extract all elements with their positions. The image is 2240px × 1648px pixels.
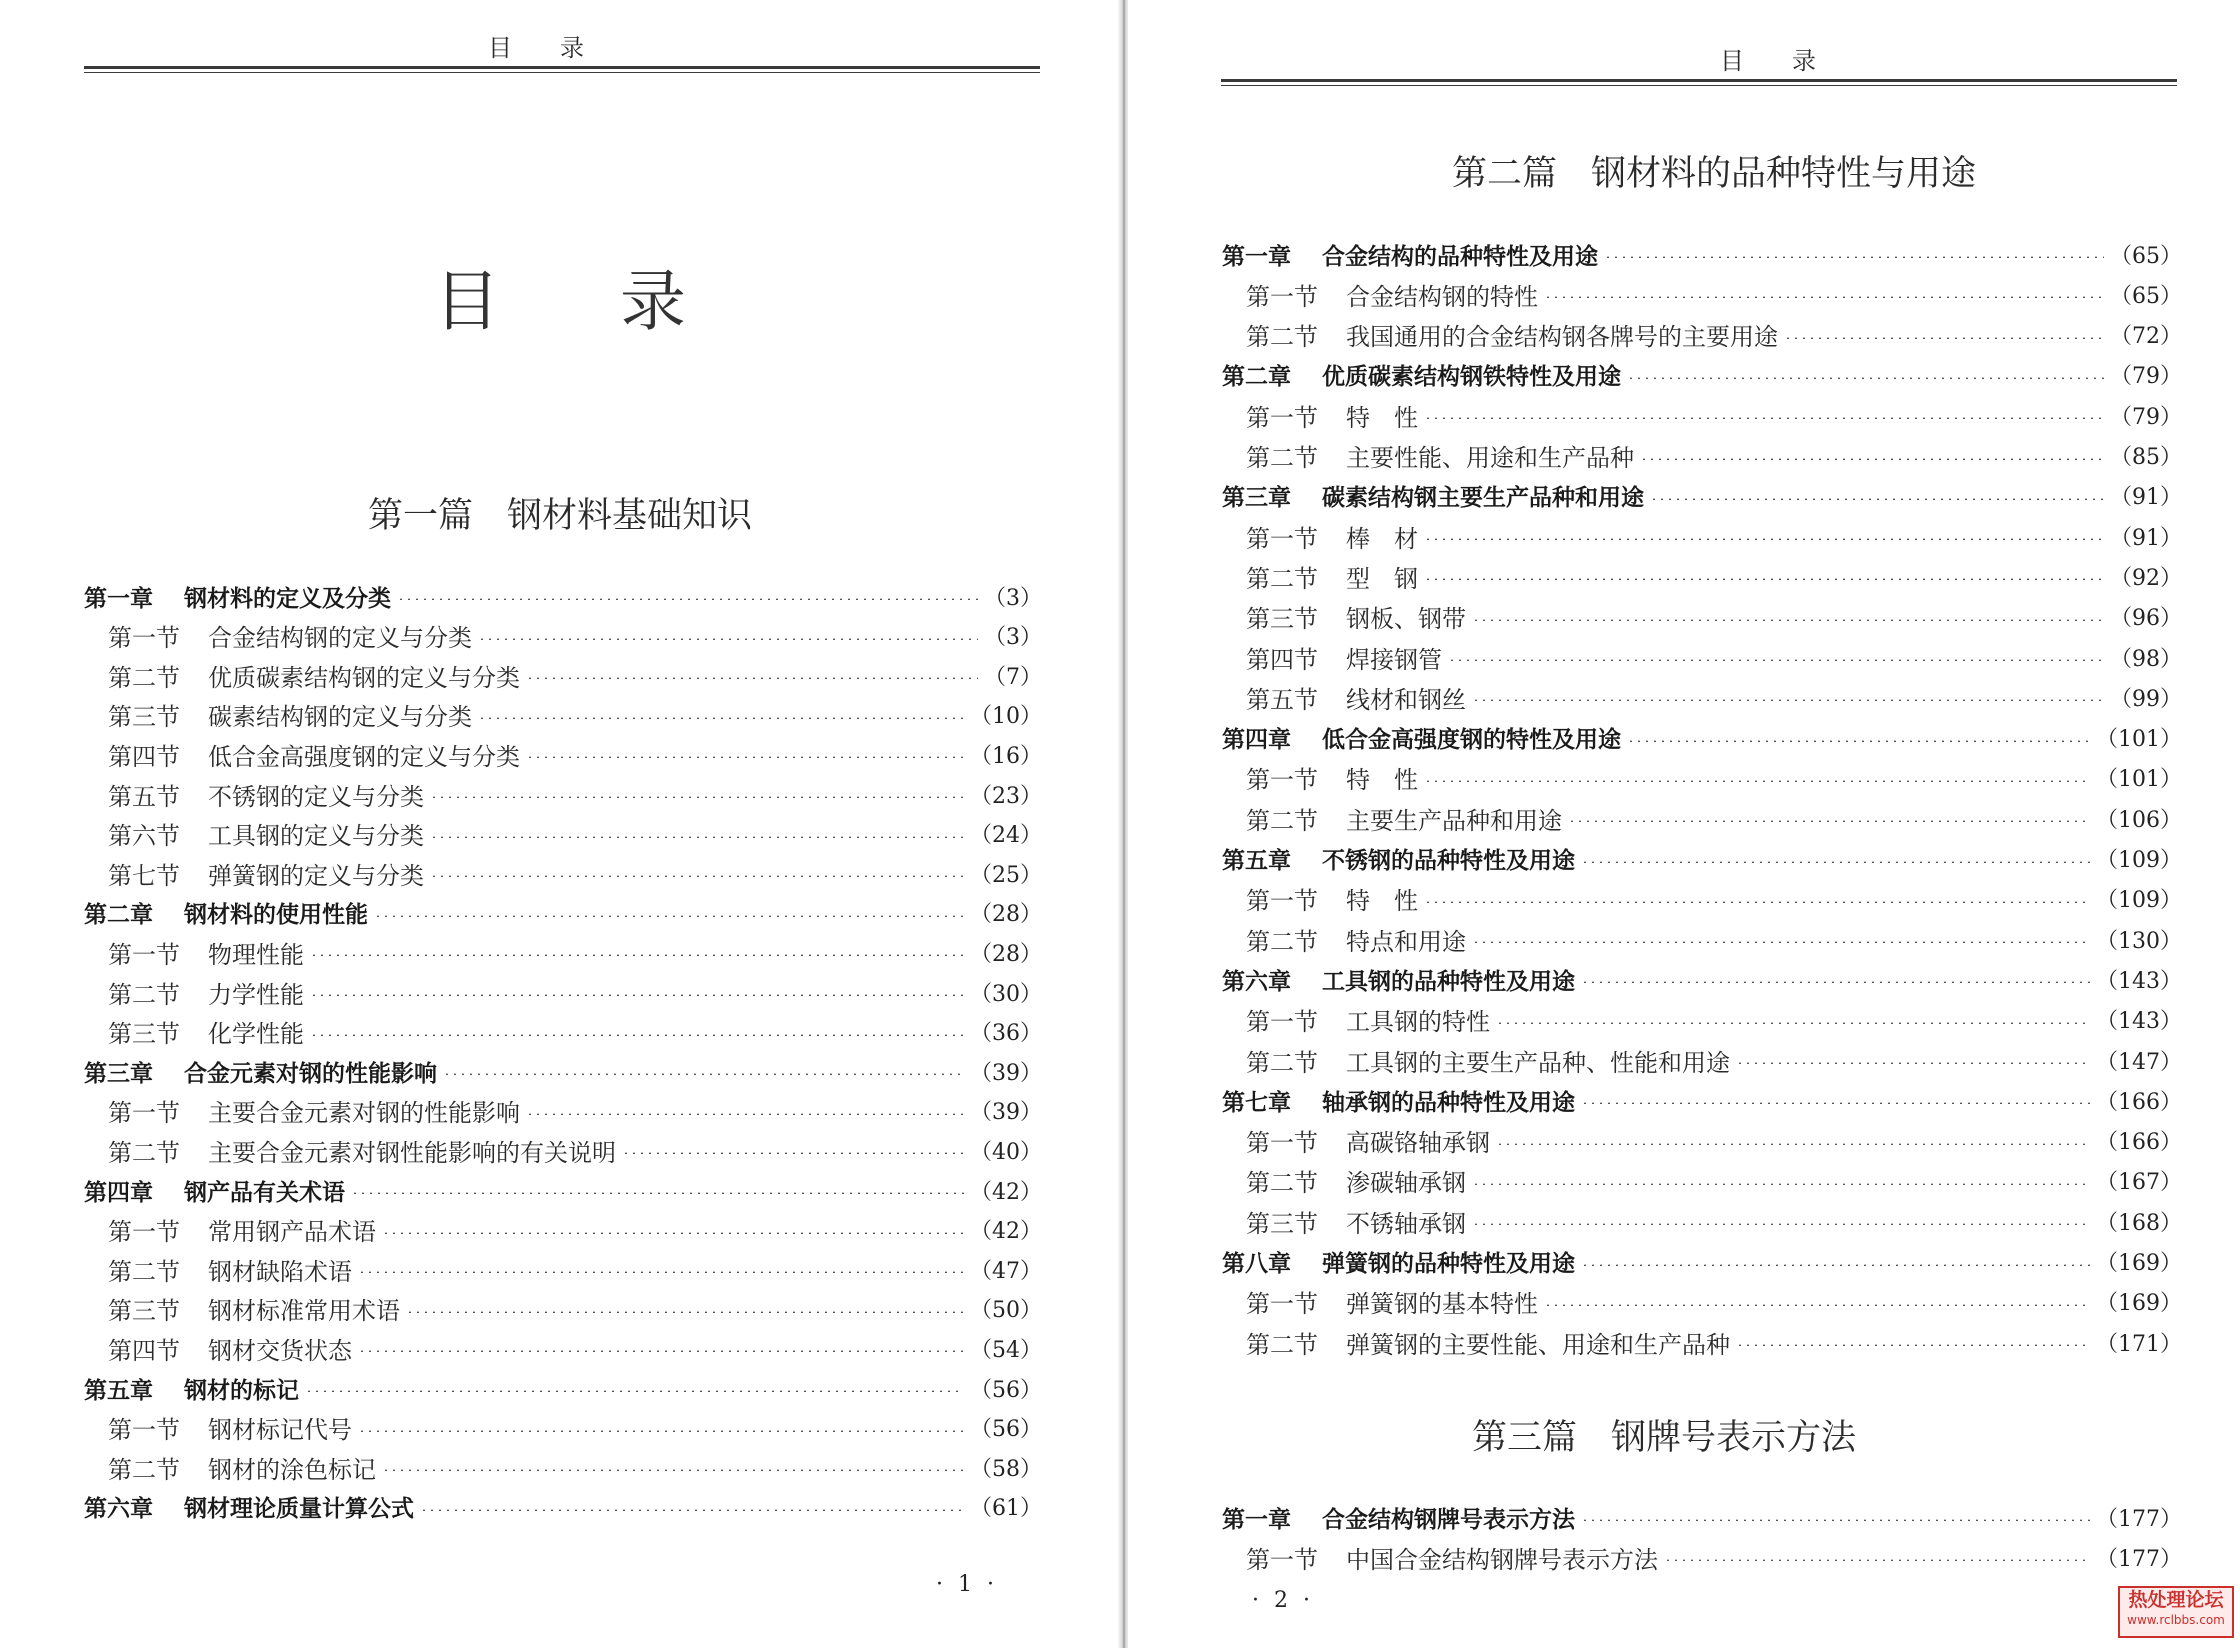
toc-section-row	[1222, 1040, 2182, 1080]
dot-leader	[1472, 699, 2104, 701]
dot-leader	[310, 1034, 964, 1036]
toc-chapter-row	[1222, 1242, 2182, 1282]
toc-chapter-row	[1222, 355, 2182, 395]
toc-entry-title: 不锈轴承钢	[1346, 1209, 1466, 1238]
toc-entry-title: 高碳铬轴承钢	[1346, 1129, 1490, 1158]
toc-entry-title: 钢材的标记	[184, 1377, 299, 1404]
toc-chapter-row	[84, 576, 1042, 616]
dot-leader	[1664, 1559, 2090, 1561]
toc-entry-title: 钢材标记代号	[208, 1416, 352, 1445]
toc-entry-title: 主要性能、用途和生产品种	[1346, 444, 1634, 472]
header-rule	[1221, 79, 2177, 82]
part2-heading	[1158, 146, 2240, 196]
dot-leader	[430, 796, 964, 798]
toc-entry-title: 不锈钢的定义与分类	[208, 782, 424, 811]
part2-number: 第二篇	[1451, 154, 1557, 194]
toc-section-row	[84, 695, 1042, 735]
toc-entry-number: 第一节	[108, 624, 180, 653]
toc-entry-title: 不锈钢的品种特性及用途	[1322, 848, 1575, 874]
toc-entry-page: （98）	[2110, 646, 2182, 672]
toc-entry-page: （42）	[970, 1179, 1042, 1205]
toc-entry-page: （56）	[970, 1417, 1042, 1443]
toc-entry-number: 第四章	[1222, 727, 1291, 754]
toc-entry-number: 第一章	[84, 585, 153, 612]
dot-leader	[1448, 659, 2104, 661]
toc-entry-page: （101）	[2096, 767, 2182, 793]
toc-section-row	[84, 1012, 1042, 1052]
toc-entry-number: 第三节	[108, 703, 180, 732]
toc-entry-number: 第二章	[1222, 364, 1291, 391]
toc-entry-number: 第二节	[1246, 806, 1318, 835]
toc-entry-title: 特 性	[1346, 403, 1418, 432]
dot-leader	[1472, 1183, 2090, 1185]
dot-leader	[430, 875, 964, 877]
toc-section-row	[1222, 879, 2182, 919]
toc-section-row	[84, 774, 1042, 814]
toc-section-row	[1222, 395, 2182, 435]
part-name: 钢材料基础知识	[507, 496, 753, 536]
toc-entry-number: 第二节	[108, 663, 180, 692]
toc-entry-page: （166）	[2096, 1130, 2182, 1156]
dot-leader	[358, 1271, 964, 1273]
dot-leader	[526, 677, 978, 679]
watermark-text: 热处理论坛	[2128, 1589, 2224, 1611]
toc-entry-page: （40）	[970, 1139, 1042, 1165]
dot-leader	[443, 1073, 964, 1075]
dot-leader	[1581, 981, 2090, 983]
toc-entry-page: （65）	[2110, 243, 2182, 269]
toc-entry-page: （99）	[2110, 686, 2182, 712]
dot-leader	[1581, 1264, 2090, 1266]
dot-leader	[1581, 861, 2090, 863]
dot-leader	[397, 598, 978, 600]
toc-entry-page: （169）	[2096, 1291, 2182, 1317]
dot-leader	[1544, 296, 2104, 298]
toc-entry-page: （39）	[970, 1060, 1042, 1086]
toc-section-row	[1222, 919, 2182, 959]
toc-entry-page: （91）	[2110, 525, 2182, 551]
toc-section-row	[84, 616, 1042, 656]
toc-entry-number: 第二章	[84, 902, 153, 929]
toc-entry-page: （85）	[2110, 445, 2182, 470]
toc-entry-page: （50）	[970, 1298, 1042, 1324]
dot-leader	[1424, 780, 2090, 782]
toc-chapter-row	[84, 1051, 1042, 1091]
dot-leader	[526, 756, 964, 758]
toc-entry-title: 合金结构的品种特性及用途	[1322, 243, 1598, 270]
toc-entry-number: 第二节	[1246, 1169, 1318, 1198]
dot-leader	[1496, 1022, 2090, 1024]
toc-entry-page: （101）	[2096, 727, 2182, 753]
toc-entry-title: 钢产品有关术语	[184, 1179, 345, 1206]
toc-entry-title: 优质碳素结构钢的定义与分类	[208, 663, 520, 692]
toc-entry-page: （24）	[970, 823, 1042, 849]
part3-name: 钢牌号表示方法	[1611, 1418, 1857, 1458]
toc-entry-number: 第八章	[1222, 1251, 1291, 1277]
dot-leader	[305, 1390, 964, 1392]
dot-leader	[1784, 337, 2104, 339]
toc-entry-number: 第四章	[84, 1179, 153, 1206]
toc-section-row	[1222, 1282, 2182, 1322]
toc-section-row	[1222, 315, 2182, 355]
dot-leader	[310, 994, 964, 996]
toc-entry-page: （3）	[984, 625, 1042, 651]
toc-entry-number: 第四节	[108, 742, 180, 771]
dot-leader	[351, 1192, 964, 1194]
toc-entry-title: 弹簧钢的基本特性	[1346, 1290, 1538, 1319]
dot-leader	[1496, 1143, 2090, 1145]
toc-entry-page: （7）	[984, 664, 1042, 690]
toc-entry-number: 第三节	[108, 1297, 180, 1326]
toc-entry-page: （23）	[970, 783, 1042, 809]
dot-leader	[1581, 1519, 2090, 1521]
toc-entry-number: 第三章	[84, 1060, 153, 1087]
toc-chapter-row	[1222, 476, 2182, 516]
toc-entry-number: 第五章	[84, 1377, 153, 1404]
toc-section-row	[1222, 1161, 2182, 1201]
toc-entry-number: 第一节	[1246, 1129, 1318, 1158]
toc-entry-title: 碳素结构钢主要生产品种和用途	[1322, 485, 1644, 512]
dot-leader	[1472, 1223, 2090, 1225]
toc-entry-title: 低合金高强度钢的定义与分类	[208, 742, 520, 771]
toc-entry-page: （109）	[2096, 888, 2182, 914]
toc-entry-number: 第四节	[1246, 645, 1318, 674]
toc-entry-number: 第一节	[108, 1416, 180, 1445]
toc-section-row	[84, 1408, 1042, 1448]
toc-section-row	[84, 734, 1042, 774]
toc-entry-number: 第一节	[1246, 1008, 1318, 1037]
part2-name: 钢材料的品种特性与用途	[1591, 154, 1977, 194]
toc-entry-title: 工具钢的特性	[1346, 1008, 1490, 1037]
toc-entry-number: 第二节	[1246, 444, 1318, 472]
toc-entry-page: （16）	[970, 743, 1042, 769]
toc-entry-page: （130）	[2096, 928, 2182, 954]
toc-entry-number: 第七节	[108, 861, 180, 890]
toc-section-row	[1222, 637, 2182, 677]
toc-entry-page: （25）	[970, 862, 1042, 888]
toc-entry-title: 主要合金元素对钢的性能影响	[208, 1099, 520, 1128]
running-header: 目录	[1720, 47, 1864, 75]
toc-entry-number: 第三节	[108, 1020, 180, 1049]
dot-leader	[1424, 901, 2090, 903]
toc-entry-page: （91）	[2110, 485, 2182, 511]
toc-entry-page: （54）	[970, 1337, 1042, 1363]
dot-leader	[382, 1232, 964, 1234]
toc-entry-title: 特 性	[1346, 766, 1418, 795]
header-rule-thin	[84, 72, 1040, 73]
toc-entry-number: 第一节	[1246, 282, 1318, 311]
toc-entry-number: 第二节	[108, 1455, 180, 1484]
dot-leader	[358, 1430, 964, 1432]
toc-section-row	[1222, 1121, 2182, 1161]
toc-entry-title: 钢材标准常用术语	[208, 1297, 400, 1326]
toc-entry-title: 钢材料的使用性能	[184, 902, 368, 929]
toc-entry-title: 合金元素对钢的性能影响	[184, 1060, 437, 1087]
toc-entry-title: 特点和用途	[1346, 927, 1466, 956]
toc-section-row	[84, 972, 1042, 1012]
watermark-stamp	[2118, 1586, 2234, 1638]
toc-entry-title: 低合金高强度钢的特性及用途	[1322, 727, 1621, 754]
toc-entry-title: 钢材交货状态	[208, 1336, 352, 1365]
toc-entry-title: 渗碳轴承钢	[1346, 1169, 1466, 1198]
toc-entry-title: 弹簧钢的主要性能、用途和生产品种	[1346, 1330, 1730, 1359]
toc-entry-page: （92）	[2110, 565, 2182, 591]
toc-entry-number: 第二节	[1246, 927, 1318, 956]
toc-entry-title: 优质碳素结构钢铁特性及用途	[1322, 364, 1621, 391]
toc-entry-page: （79）	[2110, 364, 2182, 390]
toc-entry-title: 合金结构钢的特性	[1346, 282, 1538, 311]
toc-section-row	[1222, 798, 2182, 838]
toc-entry-title: 钢材的涂色标记	[208, 1455, 376, 1484]
toc-entry-page: （171）	[2096, 1331, 2182, 1357]
toc-entry-title: 线材和钢丝	[1346, 685, 1466, 714]
dot-leader	[622, 1152, 964, 1154]
toc-entry-title: 钢板、钢带	[1346, 605, 1466, 634]
toc-entry-number: 第二节	[1246, 1048, 1318, 1077]
dot-leader	[1640, 458, 2104, 460]
toc-entry-number: 第一节	[1246, 1290, 1318, 1319]
toc-entry-number: 第五节	[1246, 685, 1318, 714]
toc-entry-page: （3）	[984, 585, 1042, 611]
toc-entry-title: 工具钢的品种特性及用途	[1322, 968, 1575, 995]
toc-chapter-row	[1222, 234, 2182, 274]
toc-entry-number: 第四节	[108, 1336, 180, 1365]
part-heading	[0, 488, 1120, 538]
toc-entry-number: 第二节	[1246, 1330, 1318, 1359]
dot-leader	[310, 954, 964, 956]
toc-entry-page: （30）	[970, 981, 1042, 1007]
dot-leader	[358, 1350, 964, 1352]
toc-entry-title: 型 钢	[1346, 564, 1418, 593]
dot-leader	[406, 1311, 964, 1313]
toc-chapter-row	[84, 1170, 1042, 1210]
toc-entry-page: （65）	[2110, 283, 2182, 309]
dot-leader	[1424, 538, 2104, 540]
dot-leader	[1581, 1102, 2090, 1104]
header-rule	[84, 66, 1040, 69]
toc-section-row	[1222, 677, 2182, 717]
toc-entry-page: （169）	[2096, 1251, 2182, 1276]
toc-entry-page: （166）	[2096, 1089, 2182, 1115]
toc-chapter-row	[1222, 839, 2182, 879]
toc-section-row	[84, 1130, 1042, 1170]
toc-entry-number: 第五章	[1222, 848, 1291, 874]
dot-leader	[478, 638, 978, 640]
toc-chapter-row	[84, 1368, 1042, 1408]
toc-entry-title: 合金结构钢牌号表示方法	[1322, 1506, 1575, 1533]
dot-leader	[420, 1509, 964, 1511]
page-number: · 2 ·	[1252, 1588, 1314, 1613]
toc-entry-number: 第一节	[1246, 887, 1318, 916]
toc-section-row	[84, 1249, 1042, 1289]
watermark-url: www.rclbbs.com	[2127, 1613, 2225, 1627]
toc-entry-title: 中国合金结构钢牌号表示方法	[1346, 1545, 1658, 1574]
toc-entry-page: （143）	[2096, 968, 2182, 994]
toc-entry-title: 主要合金元素对钢性能影响的有关说明	[208, 1138, 616, 1167]
toc-entry-page: （168）	[2096, 1210, 2182, 1236]
toc-section-row	[84, 814, 1042, 854]
toc-entry-number: 第六章	[1222, 968, 1291, 995]
toc-section-row	[1222, 1537, 2182, 1577]
toc-chapter-row	[1222, 718, 2182, 758]
toc-entry-title: 合金结构钢的定义与分类	[208, 624, 472, 653]
toc-entry-number: 第六节	[108, 822, 180, 851]
part3-number: 第三篇	[1471, 1418, 1577, 1458]
toc-section-row	[84, 1328, 1042, 1368]
toc-chapter-row	[84, 1487, 1042, 1527]
toc-entry-number: 第一节	[1246, 1545, 1318, 1574]
toc-entry-page: （56）	[970, 1377, 1042, 1403]
toc-entry-title: 钢材料的定义及分类	[184, 585, 391, 612]
toc-entry-page: （79）	[2110, 404, 2182, 430]
toc-entry-number: 第七章	[1222, 1089, 1291, 1116]
toc-entry-number: 第一节	[108, 1218, 180, 1247]
toc-entry-title: 主要生产品种和用途	[1346, 806, 1562, 835]
right-page	[1128, 0, 2240, 1648]
toc-entry-page: （167）	[2096, 1170, 2182, 1196]
toc-entry-title: 钢材缺陷术语	[208, 1257, 352, 1286]
toc-entry-page: （28）	[970, 902, 1042, 928]
toc-section-row	[1222, 274, 2182, 314]
toc-entry-number: 第二节	[108, 1138, 180, 1167]
toc-chapter-row	[1222, 959, 2182, 999]
toc-section-row	[1222, 758, 2182, 798]
toc-section-row	[84, 1091, 1042, 1131]
dot-leader	[374, 915, 964, 917]
toc-entry-page: （106）	[2096, 807, 2182, 833]
toc-entry-page: （177）	[2096, 1506, 2182, 1532]
toc-section-row	[84, 853, 1042, 893]
toc-entry-page: （61）	[970, 1496, 1042, 1522]
toc-section-row	[1222, 516, 2182, 556]
dot-leader	[382, 1469, 964, 1471]
toc-section-row	[84, 932, 1042, 972]
toc-entry-title: 力学性能	[208, 980, 304, 1009]
toc-entry-page: （28）	[970, 941, 1042, 967]
dot-leader	[1424, 578, 2104, 580]
toc-entry-title: 钢材理论质量计算公式	[184, 1496, 414, 1523]
dot-leader	[1604, 256, 2104, 258]
toc-entry-number: 第一章	[1222, 243, 1291, 270]
dot-leader	[1627, 740, 2090, 742]
toc-entry-number: 第六章	[84, 1496, 153, 1523]
toc-section-row	[1222, 1322, 2182, 1362]
toc-entry-number: 第一节	[1246, 524, 1318, 553]
toc-entry-page: （147）	[2096, 1049, 2182, 1075]
toc-entry-page: （143）	[2096, 1009, 2182, 1035]
toc-chapter-row	[1222, 1080, 2182, 1120]
toc-section-row	[1222, 597, 2182, 637]
toc-entry-number: 第一节	[108, 940, 180, 969]
toc-chapter-row	[84, 893, 1042, 933]
toc-entry-title: 常用钢产品术语	[208, 1218, 376, 1247]
toc-entry-title: 工具钢的主要生产品种、性能和用途	[1346, 1048, 1730, 1077]
toc-entry-number: 第二节	[108, 980, 180, 1009]
header-rule-thin	[1221, 85, 2177, 86]
toc-section-row	[84, 1210, 1042, 1250]
dot-leader	[1568, 820, 2090, 822]
toc-entry-page: （39）	[970, 1100, 1042, 1126]
toc-entry-number: 第三章	[1222, 485, 1291, 512]
toc-entry-title: 特 性	[1346, 887, 1418, 916]
toc-entry-page: （47）	[970, 1258, 1042, 1284]
dot-leader	[1472, 619, 2104, 621]
toc-title: 目录	[434, 263, 806, 340]
toc-entry-page: （96）	[2110, 606, 2182, 632]
toc-entry-number: 第一节	[1246, 403, 1318, 432]
dot-leader	[430, 836, 964, 838]
toc-entry-number: 第二节	[1246, 564, 1318, 593]
toc-section-row	[1222, 1000, 2182, 1040]
toc-entry-number: 第二节	[1246, 323, 1318, 352]
toc-entry-page: （109）	[2096, 848, 2182, 873]
toc-entry-number: 第五节	[108, 782, 180, 811]
toc-entry-title: 焊接钢管	[1346, 645, 1442, 674]
toc-entry-page: （42）	[970, 1219, 1042, 1245]
dot-leader	[1472, 941, 2090, 943]
running-header: 目录	[488, 34, 632, 62]
toc-entry-title: 化学性能	[208, 1020, 304, 1049]
toc-entry-title: 弹簧钢的品种特性及用途	[1322, 1251, 1575, 1277]
toc-section-row	[1222, 556, 2182, 596]
page-number: · 1 ·	[936, 1572, 998, 1597]
toc-entry-number: 第二节	[108, 1257, 180, 1286]
toc-section-row	[1222, 436, 2182, 476]
dot-leader	[478, 717, 964, 719]
toc-entry-number: 第三节	[1246, 1209, 1318, 1238]
toc-section-row	[84, 655, 1042, 695]
toc-section-row	[1222, 1201, 2182, 1241]
toc-entry-title: 我国通用的合金结构钢各牌号的主要用途	[1346, 323, 1778, 352]
toc-entry-title: 工具钢的定义与分类	[208, 822, 424, 851]
dot-leader	[1424, 417, 2104, 419]
toc-chapter-row	[1222, 1497, 2182, 1537]
toc-entry-page: （72）	[2110, 324, 2182, 350]
toc-entry-page: （177）	[2096, 1546, 2182, 1572]
part3-heading	[1108, 1410, 2220, 1460]
toc-entry-title: 轴承钢的品种特性及用途	[1322, 1089, 1575, 1116]
toc-entry-number: 第一章	[1222, 1506, 1291, 1533]
toc-entry-page: （58）	[970, 1456, 1042, 1482]
dot-leader	[1736, 1344, 2090, 1346]
toc-entry-title: 物理性能	[208, 940, 304, 969]
part-number: 第一篇	[367, 496, 473, 536]
toc-entry-number: 第三节	[1246, 605, 1318, 634]
dot-leader	[1544, 1304, 2090, 1306]
toc-entry-page: （10）	[970, 704, 1042, 730]
toc-section-row	[84, 1447, 1042, 1487]
toc-entry-title: 弹簧钢的定义与分类	[208, 861, 424, 890]
dot-leader	[1736, 1062, 2090, 1064]
toc-entry-number: 第一节	[1246, 766, 1318, 795]
dot-leader	[1650, 498, 2104, 500]
dot-leader	[1627, 377, 2104, 379]
toc-entry-title: 棒 材	[1346, 524, 1418, 553]
toc-entry-page: （36）	[970, 1021, 1042, 1047]
toc-entry-number: 第一节	[108, 1099, 180, 1128]
dot-leader	[526, 1113, 964, 1115]
toc-section-row	[84, 1289, 1042, 1329]
toc-entry-title: 碳素结构钢的定义与分类	[208, 703, 472, 732]
